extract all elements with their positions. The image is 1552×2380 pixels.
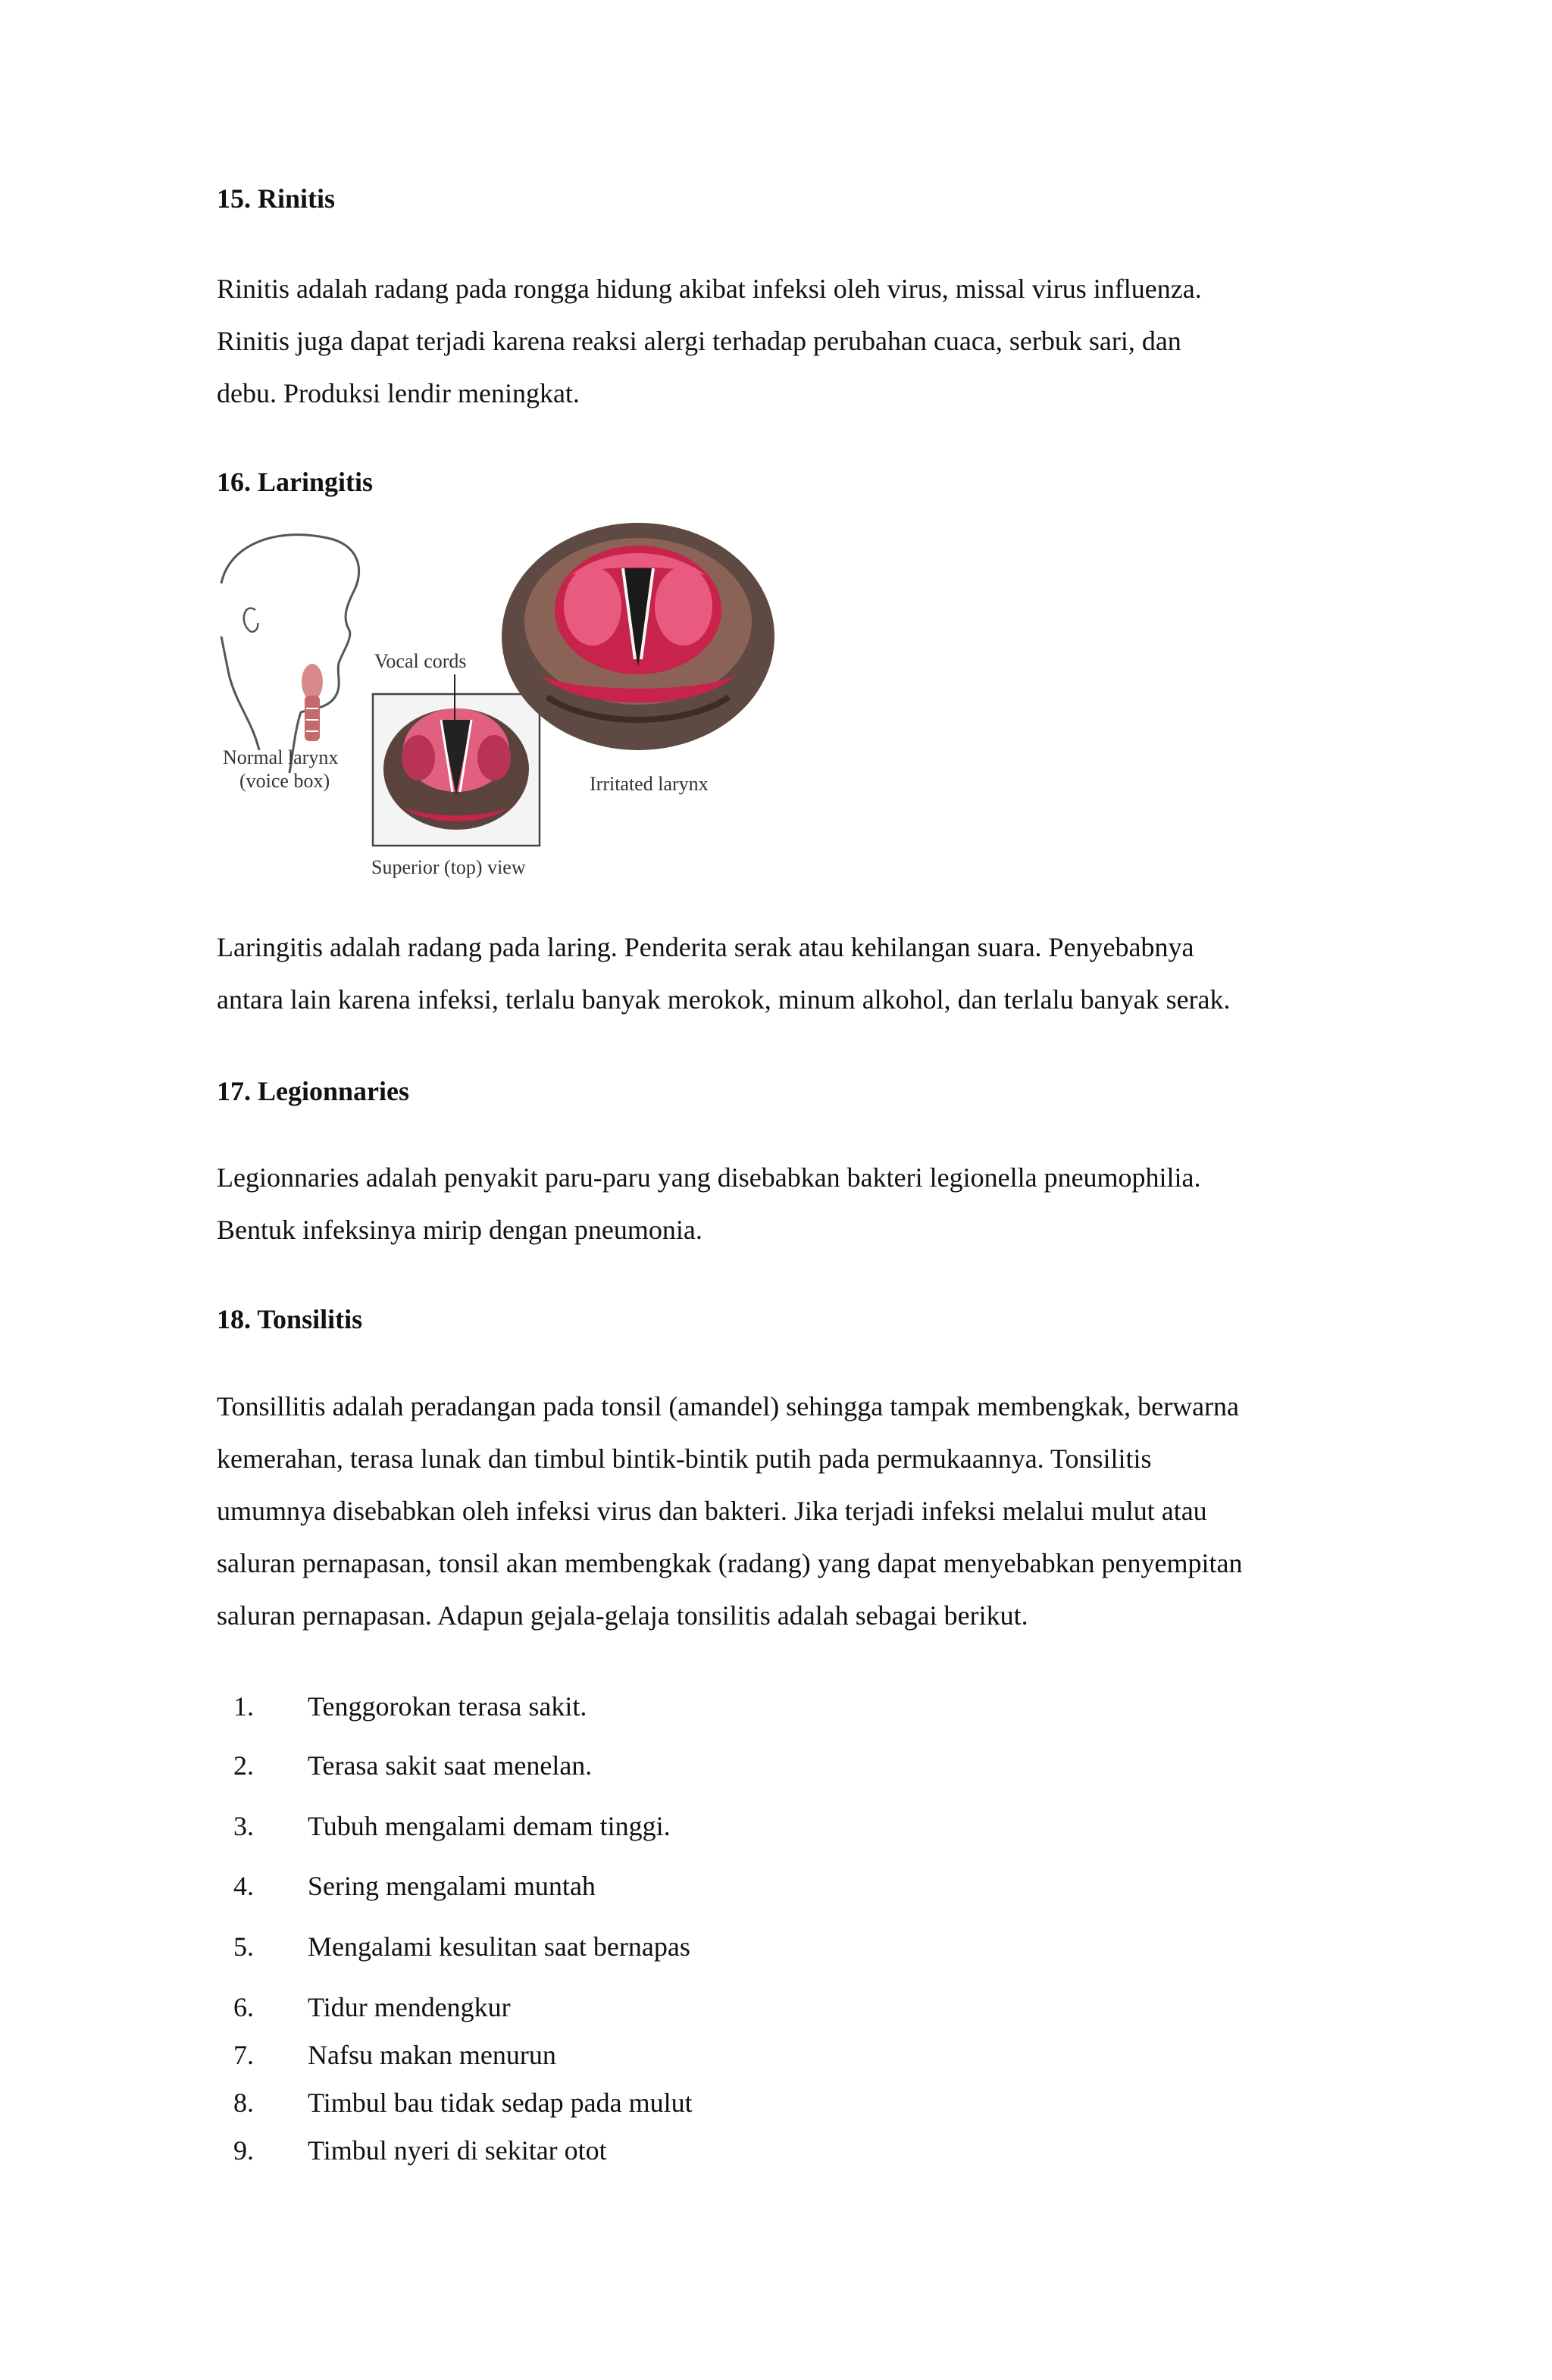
label-superior-view: Superior (top) view — [371, 856, 526, 878]
section-heading-tonsilitis: 18. Tonsilitis — [217, 1304, 363, 1334]
neck-larynx — [302, 664, 323, 700]
larynx-drawing — [214, 523, 790, 894]
paragraph-rinitis — [217, 263, 1366, 420]
neck-outline — [221, 636, 259, 750]
paragraph-line: umumnya disebabkan oleh infeksi virus dan bakteri. Jika terjadi infeksi melalui mulut atau — [217, 1496, 1207, 1526]
section-heading-rinitis: 15. Rinitis — [217, 183, 336, 214]
label-vocal-cords: Vocal cords — [374, 650, 467, 672]
section-heading-legionnaries: 17. Legionnaries — [217, 1076, 410, 1106]
larynx-illustration — [214, 523, 790, 894]
paragraph-line: Laringitis adalah radang pada laring. Penderita serak atau kehilangan suara. Penyebabnya — [217, 932, 1194, 962]
paragraph-line: Legionnaries adalah penyakit paru-paru yang disebabkan bakteri legionella pneumophilia. — [217, 1162, 1201, 1193]
paragraph-laringitis — [217, 921, 1366, 1026]
document-page: 15. Rinitis Rinitis adalah radang pada rongga hidung akibat infeksi oleh virus, missal virus influenza. Rinitis juga dapat terjadi karena reaksi alergi terhadap perubahan cuaca, serbuk sari, dan debu. Produksi lendir meningkat. 16. Laringitis Vocal cords Normal larynx (voice box) Irritated larynx Superior (top) view Laringitis adalah radang pada laring. Penderita serak atau kehilangan suara. Penyebabnya antara lain karena infeksi, terlalu banyak merokok, minum alkohol, dan terlalu banyak serak. 17. Legionnaries Legionnaries adalah penyakit paru-paru yang disebabkan bakteri legionella pneumophilia. Bentuk infeksinya mirip dengan pneumonia. 18. Tonsilitis Tonsillitis adalah peradangan pada tonsil (amandel) sehingga tampak membengkak, berwarna kemerahan, terasa lunak dan timbul bintik-bintik putih pada permukaannya. Tonsilitis umumnya disebabkan oleh infeksi virus dan bakteri. Jika terjadi infeksi melalui mulut atau saluran pernapasan, tonsil akan membengkak (radang) yang dapat menyebabkan penyempitan saluran pernapasan. Adapun gejala-gelaja tonsilitis adalah sebagai berikut. 1. Tenggorokan terasa sakit. 2. Terasa sakit saat menelan. 3. Tubuh mengalami demam tinggi. 4. Sering mengalami muntah 5. Mengalami kesulitan saat bernapas 6. Tidur mendengkur 7. Nafsu makan menurun 8. Timbul bau tidak sedap pada mulut 9. Timbul nyeri di sekitar otot — [0, 0, 1552, 2380]
label-voice-box: (voice box) — [239, 770, 330, 792]
label-irritated-larynx: Irritated larynx — [590, 773, 709, 795]
paragraph-legionnaries — [217, 1152, 1366, 1256]
paragraph-tonsilitis — [217, 1381, 1366, 1642]
paragraph-line: Rinitis adalah radang pada rongga hidung akibat infeksi oleh virus, missal virus influenza. — [217, 274, 1202, 304]
label-normal-larynx: Normal larynx — [223, 746, 339, 768]
paragraph-line: Bentuk infeksinya mirip dengan pneumonia. — [217, 1215, 702, 1245]
neck-trachea — [305, 696, 320, 741]
paragraph-line: antara lain karena infeksi, terlalu banyak merokok, minum alkohol, dan terlalu banyak serak. — [217, 984, 1231, 1015]
ear-outline — [244, 608, 258, 632]
paragraph-line: Tonsillitis adalah peradangan pada tonsil (amandel) sehingga tampak membengkak, berwarna — [217, 1391, 1240, 1421]
head-outline — [221, 535, 359, 773]
paragraph-line: kemerahan, terasa lunak dan timbul bintik-bintik putih pada permukaannya. Tonsilitis — [217, 1443, 1152, 1474]
paragraph-line: saluran pernapasan, tonsil akan membengkak (radang) yang dapat menyebabkan penyempitan — [217, 1548, 1243, 1578]
paragraph-line: saluran pernapasan. Adapun gejala-gelaja tonsilitis adalah sebagai berikut. — [217, 1600, 1028, 1631]
paragraph-line: Rinitis juga dapat terjadi karena reaksi alergi terhadap perubahan cuaca, serbuk sari, dan — [217, 326, 1181, 356]
section-heading-laringitis: 16. Laringitis — [217, 467, 374, 497]
paragraph-line: debu. Produksi lendir meningkat. — [217, 378, 580, 408]
